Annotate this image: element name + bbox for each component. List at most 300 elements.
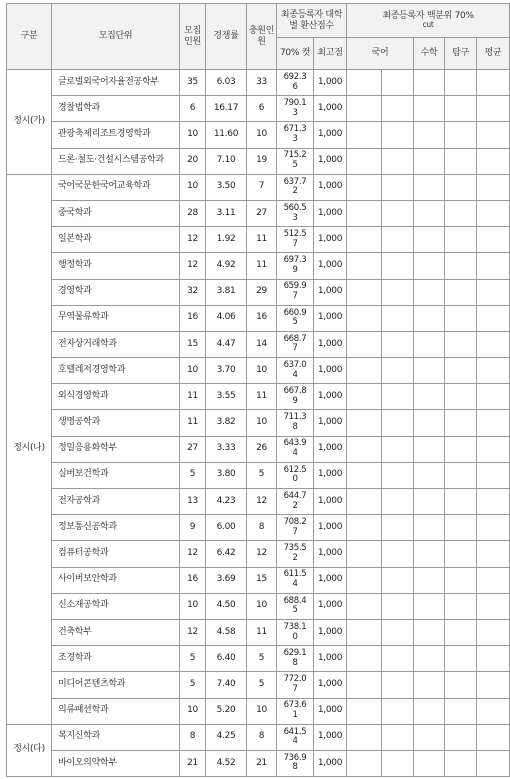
pct-math-cell <box>414 462 445 488</box>
pct-korean-cell-b <box>382 384 414 410</box>
enrolled-cell: 10 <box>247 358 277 384</box>
max-score-cell: 1,000 <box>314 358 347 384</box>
pct-math-cell <box>414 567 445 593</box>
competition-cell: 4.23 <box>206 489 247 515</box>
pct-inquiry-cell <box>445 724 477 750</box>
pct-avg-cell <box>477 96 510 122</box>
pct-avg-cell <box>477 174 510 200</box>
cut70-score-cell: 692.36 <box>277 70 314 96</box>
pct-math-cell <box>414 541 445 567</box>
cut70-score-cell: 611.54 <box>277 567 314 593</box>
competition-cell: 4.25 <box>206 724 247 750</box>
group-label: 정시(다) <box>7 724 52 776</box>
table-row <box>7 462 510 488</box>
max-score-cell: 1,000 <box>314 331 347 357</box>
pct-math-cell <box>414 619 445 645</box>
cut70-score-cell: 637.04 <box>277 358 314 384</box>
pct-inquiry-cell <box>445 174 477 200</box>
pct-avg-cell <box>477 200 510 226</box>
pct-inquiry-cell <box>445 331 477 357</box>
pct-avg-cell <box>477 410 510 436</box>
table-row <box>7 619 510 645</box>
quota-cell: 6 <box>180 96 206 122</box>
pct-inquiry-cell <box>445 541 477 567</box>
pct-avg-cell <box>477 384 510 410</box>
cut70-score-cell: 560.53 <box>277 200 314 226</box>
pct-korean-cell-b <box>382 148 414 174</box>
pct-korean-cell-a <box>347 672 382 698</box>
pct-math-cell <box>414 70 445 96</box>
competition-cell: 11.60 <box>206 122 247 148</box>
cut70-score-cell: 612.50 <box>277 462 314 488</box>
cut70-score-cell: 644.72 <box>277 489 314 515</box>
header-cut-label: cut <box>422 20 434 30</box>
pct-avg-cell <box>477 305 510 331</box>
pct-avg-cell <box>477 698 510 724</box>
header-conv-70: 70% 컷 <box>277 38 314 70</box>
cut70-score-cell: 671.33 <box>277 122 314 148</box>
department-name: 바이오의약학부 <box>52 750 180 776</box>
department-name: 행정학과 <box>52 253 180 279</box>
header-final-conv: 최종등록자 대학별 환산점수 <box>277 4 347 38</box>
competition-cell: 4.47 <box>206 331 247 357</box>
table-row <box>7 515 510 541</box>
pct-avg-cell <box>477 567 510 593</box>
cut70-score-cell: 643.94 <box>277 436 314 462</box>
pct-math-cell <box>414 672 445 698</box>
competition-cell: 7.40 <box>206 672 247 698</box>
quota-cell: 11 <box>180 384 206 410</box>
pct-korean-cell-b <box>382 122 414 148</box>
cut70-score-cell: 697.39 <box>277 253 314 279</box>
enrolled-cell: 10 <box>247 698 277 724</box>
pct-korean-cell-b <box>382 279 414 305</box>
department-name: 복지신학과 <box>52 724 180 750</box>
pct-math-cell <box>414 384 445 410</box>
max-score-cell: 1,000 <box>314 672 347 698</box>
pct-korean-cell-a <box>347 410 382 436</box>
competition-cell: 3.70 <box>206 358 247 384</box>
pct-korean-cell-a <box>347 698 382 724</box>
pct-inquiry-cell <box>445 462 477 488</box>
department-name: 일본학과 <box>52 227 180 253</box>
enrolled-cell: 12 <box>247 489 277 515</box>
pct-korean-cell-a <box>347 724 382 750</box>
max-score-cell: 1,000 <box>314 122 347 148</box>
competition-cell: 3.81 <box>206 279 247 305</box>
pct-korean-cell-b <box>382 515 414 541</box>
enrolled-cell: 5 <box>247 462 277 488</box>
table-row <box>7 567 510 593</box>
competition-cell: 4.92 <box>206 253 247 279</box>
pct-korean-cell-a <box>347 227 382 253</box>
pct-avg-cell <box>477 331 510 357</box>
pct-korean-cell-a <box>347 174 382 200</box>
pct-korean-cell-b <box>382 436 414 462</box>
pct-avg-cell <box>477 541 510 567</box>
cut70-score-cell: 708.27 <box>277 515 314 541</box>
pct-korean-cell-a <box>347 593 382 619</box>
max-score-cell: 1,000 <box>314 619 347 645</box>
table-row <box>7 593 510 619</box>
table-row <box>7 148 510 174</box>
pct-inquiry-cell <box>445 227 477 253</box>
quota-cell: 20 <box>180 148 206 174</box>
pct-korean-cell-a <box>347 253 382 279</box>
pct-avg-cell <box>477 70 510 96</box>
table-row <box>7 436 510 462</box>
table-row <box>7 672 510 698</box>
pct-inquiry-cell <box>445 384 477 410</box>
pct-inquiry-cell <box>445 646 477 672</box>
header-unit: 모집단위 <box>52 4 180 70</box>
header-quota: 모집인원 <box>180 4 206 70</box>
pct-math-cell <box>414 200 445 226</box>
max-score-cell: 1,000 <box>314 541 347 567</box>
header-enrolled: 충원인원 <box>247 4 277 70</box>
department-name: 의류패션학과 <box>52 698 180 724</box>
max-score-cell: 1,000 <box>314 462 347 488</box>
pct-inquiry-cell <box>445 358 477 384</box>
max-score-cell: 1,000 <box>314 489 347 515</box>
max-score-cell: 1,000 <box>314 436 347 462</box>
cut70-score-cell: 667.89 <box>277 384 314 410</box>
department-name: 실버보건학과 <box>52 462 180 488</box>
pct-korean-cell-a <box>347 384 382 410</box>
pct-math-cell <box>414 489 445 515</box>
pct-math-cell <box>414 96 445 122</box>
competition-cell: 3.33 <box>206 436 247 462</box>
enrolled-cell: 8 <box>247 724 277 750</box>
enrolled-cell: 26 <box>247 436 277 462</box>
pct-avg-cell <box>477 672 510 698</box>
cut70-score-cell: 660.95 <box>277 305 314 331</box>
table-row <box>7 253 510 279</box>
enrolled-cell: 19 <box>247 148 277 174</box>
pct-inquiry-cell <box>445 436 477 462</box>
competition-cell: 4.50 <box>206 593 247 619</box>
quota-cell: 10 <box>180 698 206 724</box>
pct-korean-cell-b <box>382 724 414 750</box>
table-row <box>7 750 510 776</box>
max-score-cell: 1,000 <box>314 200 347 226</box>
quota-cell: 12 <box>180 619 206 645</box>
pct-korean-cell-a <box>347 96 382 122</box>
pct-inquiry-cell <box>445 96 477 122</box>
competition-cell: 3.50 <box>206 174 247 200</box>
enrolled-cell: 27 <box>247 200 277 226</box>
quota-cell: 9 <box>180 515 206 541</box>
quota-cell: 13 <box>180 489 206 515</box>
quota-cell: 15 <box>180 331 206 357</box>
competition-cell: 3.11 <box>206 200 247 226</box>
competition-cell: 4.58 <box>206 619 247 645</box>
table-header <box>7 4 510 70</box>
enrolled-cell: 33 <box>247 70 277 96</box>
enrolled-cell: 5 <box>247 672 277 698</box>
enrolled-cell: 8 <box>247 515 277 541</box>
department-name: 무역물류학과 <box>52 305 180 331</box>
quota-cell: 28 <box>180 200 206 226</box>
quota-cell: 10 <box>180 358 206 384</box>
group-label: 정시(나) <box>7 174 52 724</box>
quota-cell: 5 <box>180 646 206 672</box>
table-row <box>7 279 510 305</box>
pct-avg-cell <box>477 122 510 148</box>
table-row <box>7 358 510 384</box>
pct-korean-cell-a <box>347 436 382 462</box>
department-name: 중국학과 <box>52 200 180 226</box>
pct-korean-cell-b <box>382 200 414 226</box>
pct-math-cell <box>414 331 445 357</box>
pct-math-cell <box>414 698 445 724</box>
table-row <box>7 200 510 226</box>
pct-korean-cell-a <box>347 279 382 305</box>
pct-korean-cell-a <box>347 619 382 645</box>
pct-korean-cell-a <box>347 358 382 384</box>
pct-korean-cell-a <box>347 148 382 174</box>
max-score-cell: 1,000 <box>314 253 347 279</box>
department-name: 국어국문한국어교육학과 <box>52 174 180 200</box>
pct-avg-cell <box>477 619 510 645</box>
table-row <box>7 410 510 436</box>
cut70-score-cell: 711.38 <box>277 410 314 436</box>
pct-math-cell <box>414 174 445 200</box>
pct-korean-cell-b <box>382 541 414 567</box>
pct-avg-cell <box>477 593 510 619</box>
pct-avg-cell <box>477 253 510 279</box>
pct-inquiry-cell <box>445 489 477 515</box>
competition-cell: 7.10 <box>206 148 247 174</box>
table-row <box>7 489 510 515</box>
enrolled-cell: 12 <box>247 541 277 567</box>
enrolled-cell: 11 <box>247 384 277 410</box>
pct-korean-cell-b <box>382 70 414 96</box>
table-row <box>7 96 510 122</box>
header-conv-max: 최고점 <box>314 38 347 70</box>
department-name: 생명공학과 <box>52 410 180 436</box>
max-score-cell: 1,000 <box>314 410 347 436</box>
department-name: 사이버보안학과 <box>52 567 180 593</box>
pct-korean-cell-a <box>347 70 382 96</box>
pct-inquiry-cell <box>445 619 477 645</box>
pct-avg-cell <box>477 646 510 672</box>
pct-korean-cell-b <box>382 227 414 253</box>
group-label: 정시(가) <box>7 70 52 175</box>
pct-math-cell <box>414 593 445 619</box>
quota-cell: 21 <box>180 750 206 776</box>
pct-math-cell <box>414 279 445 305</box>
department-name: 관광축제리조트경영학과 <box>52 122 180 148</box>
pct-korean-cell-a <box>347 305 382 331</box>
enrolled-cell: 16 <box>247 305 277 331</box>
max-score-cell: 1,000 <box>314 384 347 410</box>
pct-korean-cell-b <box>382 646 414 672</box>
max-score-cell: 1,000 <box>314 515 347 541</box>
pct-korean-cell-b <box>382 410 414 436</box>
cut70-score-cell: 790.13 <box>277 96 314 122</box>
header-pct-math: 수학 <box>414 38 445 70</box>
enrolled-cell: 21 <box>247 750 277 776</box>
competition-cell: 1.92 <box>206 227 247 253</box>
competition-cell: 5.20 <box>206 698 247 724</box>
pct-math-cell <box>414 410 445 436</box>
pct-avg-cell <box>477 279 510 305</box>
department-name: 건축학부 <box>52 619 180 645</box>
pct-korean-cell-a <box>347 750 382 776</box>
enrolled-cell: 10 <box>247 593 277 619</box>
pct-math-cell <box>414 122 445 148</box>
pct-inquiry-cell <box>445 410 477 436</box>
cut70-score-cell: 715.25 <box>277 148 314 174</box>
competition-cell: 3.82 <box>206 410 247 436</box>
pct-korean-cell-b <box>382 619 414 645</box>
competition-cell: 6.00 <box>206 515 247 541</box>
header-final-pct <box>347 4 510 38</box>
max-score-cell: 1,000 <box>314 593 347 619</box>
pct-korean-cell-b <box>382 750 414 776</box>
pct-avg-cell <box>477 358 510 384</box>
pct-korean-cell-a <box>347 122 382 148</box>
enrolled-cell: 10 <box>247 410 277 436</box>
table-row <box>7 174 510 200</box>
pct-inquiry-cell <box>445 253 477 279</box>
pct-korean-cell-a <box>347 541 382 567</box>
pct-korean-cell-b <box>382 462 414 488</box>
pct-math-cell <box>414 227 445 253</box>
table-row <box>7 646 510 672</box>
pct-inquiry-cell <box>445 148 477 174</box>
cut70-score-cell: 688.45 <box>277 593 314 619</box>
cut70-score-cell: 668.77 <box>277 331 314 357</box>
pct-avg-cell <box>477 227 510 253</box>
cut70-score-cell: 512.57 <box>277 227 314 253</box>
admission-results-page <box>6 3 502 777</box>
department-name: 드론·철도·건설시스템공학과 <box>52 148 180 174</box>
competition-cell: 16.17 <box>206 96 247 122</box>
enrolled-cell: 14 <box>247 331 277 357</box>
pct-korean-cell-a <box>347 489 382 515</box>
quota-cell: 5 <box>180 672 206 698</box>
department-name: 경찰법학과 <box>52 96 180 122</box>
enrolled-cell: 7 <box>247 174 277 200</box>
department-name: 미디어콘텐츠학과 <box>52 672 180 698</box>
pct-inquiry-cell <box>445 593 477 619</box>
enrolled-cell: 10 <box>247 122 277 148</box>
competition-cell: 3.80 <box>206 462 247 488</box>
max-score-cell: 1,000 <box>314 646 347 672</box>
competition-cell: 6.03 <box>206 70 247 96</box>
table-row <box>7 70 510 96</box>
department-name: 경영학과 <box>52 279 180 305</box>
pct-inquiry-cell <box>445 698 477 724</box>
pct-avg-cell <box>477 489 510 515</box>
pct-korean-cell-a <box>347 515 382 541</box>
cut70-score-cell: 641.54 <box>277 724 314 750</box>
table-row <box>7 122 510 148</box>
pct-korean-cell-b <box>382 174 414 200</box>
enrolled-cell: 29 <box>247 279 277 305</box>
pct-korean-cell-a <box>347 331 382 357</box>
cut70-score-cell: 629.18 <box>277 646 314 672</box>
pct-inquiry-cell <box>445 200 477 226</box>
pct-avg-cell <box>477 724 510 750</box>
table-row <box>7 227 510 253</box>
cut70-score-cell: 736.98 <box>277 750 314 776</box>
cut70-score-cell: 659.97 <box>277 279 314 305</box>
pct-korean-cell-a <box>347 200 382 226</box>
quota-cell: 8 <box>180 724 206 750</box>
pct-korean-cell-b <box>382 593 414 619</box>
pct-avg-cell <box>477 515 510 541</box>
enrolled-cell: 5 <box>247 646 277 672</box>
pct-inquiry-cell <box>445 750 477 776</box>
enrolled-cell: 11 <box>247 253 277 279</box>
admission-results-table <box>6 3 510 777</box>
pct-math-cell <box>414 148 445 174</box>
table-row <box>7 724 510 750</box>
pct-math-cell <box>414 305 445 331</box>
header-group: 구분 <box>7 4 52 70</box>
max-score-cell: 1,000 <box>314 174 347 200</box>
pct-inquiry-cell <box>445 515 477 541</box>
quota-cell: 10 <box>180 122 206 148</box>
quota-cell: 32 <box>180 279 206 305</box>
pct-math-cell <box>414 358 445 384</box>
cut70-score-cell: 738.10 <box>277 619 314 645</box>
header-competition: 경쟁률 <box>206 4 247 70</box>
max-score-cell: 1,000 <box>314 567 347 593</box>
quota-cell: 16 <box>180 305 206 331</box>
department-name: 외식경영학과 <box>52 384 180 410</box>
table-row <box>7 384 510 410</box>
pct-math-cell <box>414 515 445 541</box>
department-name: 정보통신공학과 <box>52 515 180 541</box>
pct-korean-cell-b <box>382 567 414 593</box>
cut70-score-cell: 673.61 <box>277 698 314 724</box>
competition-cell: 6.40 <box>206 646 247 672</box>
enrolled-cell: 11 <box>247 619 277 645</box>
pct-korean-cell-b <box>382 253 414 279</box>
competition-cell: 3.55 <box>206 384 247 410</box>
pct-korean-cell-b <box>382 358 414 384</box>
enrolled-cell: 6 <box>247 96 277 122</box>
quota-cell: 10 <box>180 174 206 200</box>
pct-korean-cell-b <box>382 96 414 122</box>
pct-inquiry-cell <box>445 672 477 698</box>
max-score-cell: 1,000 <box>314 750 347 776</box>
quota-cell: 5 <box>180 462 206 488</box>
table-body <box>7 70 510 777</box>
max-score-cell: 1,000 <box>314 227 347 253</box>
pct-math-cell <box>414 750 445 776</box>
department-name: 신소재공학과 <box>52 593 180 619</box>
quota-cell: 12 <box>180 541 206 567</box>
quota-cell: 12 <box>180 227 206 253</box>
department-name: 전자상거래학과 <box>52 331 180 357</box>
cut70-score-cell: 772.07 <box>277 672 314 698</box>
pct-math-cell <box>414 253 445 279</box>
header-final-pct-label: 최종등록자 백분위 70% <box>382 11 474 22</box>
department-name: 컴퓨터공학과 <box>52 541 180 567</box>
pct-math-cell <box>414 436 445 462</box>
pct-inquiry-cell <box>445 567 477 593</box>
quota-cell: 35 <box>180 70 206 96</box>
header-pct-avg: 평균 <box>477 38 510 70</box>
department-name: 전자공학과 <box>52 489 180 515</box>
max-score-cell: 1,000 <box>314 698 347 724</box>
pct-inquiry-cell <box>445 70 477 96</box>
